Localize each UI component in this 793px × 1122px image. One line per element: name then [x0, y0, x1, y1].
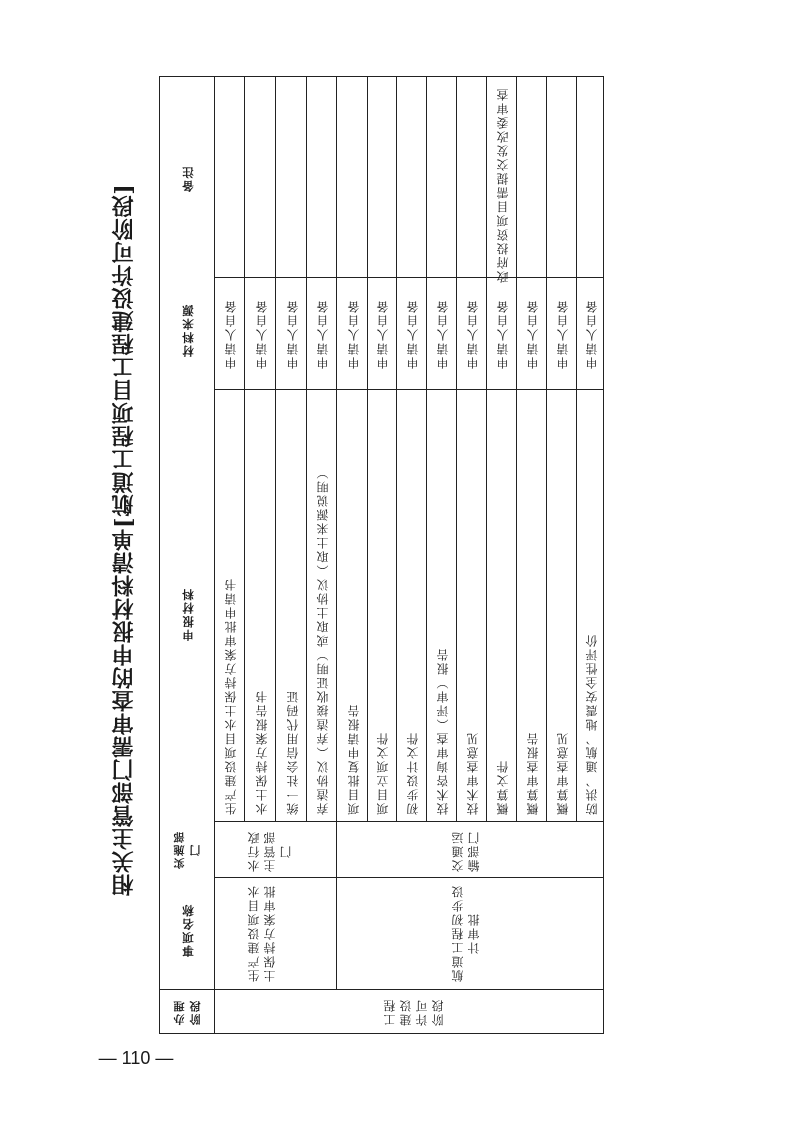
row-source-10: 申请人自备	[496, 299, 510, 369]
row-source-8: 申请人自备	[436, 299, 450, 369]
row-material-5: 项目批复申请报告	[347, 703, 361, 815]
group-dept-1: 水行政主管部门	[247, 830, 293, 872]
page-number: — 110 —	[98, 1048, 174, 1068]
row-material-12: 概算审查意见	[556, 731, 570, 815]
row-source-11: 申请人自备	[526, 299, 540, 369]
row-material-10: 概算文件	[496, 759, 510, 815]
row-source-12: 申请人自备	[556, 299, 570, 369]
row-material-4: 弃渣协议（弃渣接收证明）或取土协议（取土来源说明）	[316, 465, 330, 815]
group-dept-2: 交通运输部门	[451, 830, 481, 872]
row-source-3: 申请人自备	[286, 299, 300, 369]
materials-table	[159, 76, 604, 1034]
row-source-9: 申请人自备	[466, 299, 480, 369]
row-material-8: 技术咨询审查（评审）报告	[436, 647, 450, 815]
header-dept: 实施部门	[173, 830, 202, 870]
row-source-13: 申请人自备	[585, 299, 599, 369]
header-stage: 办理阶段	[173, 999, 202, 1025]
header-material: 申报材料	[181, 587, 195, 641]
row-note-10: 政府投资项目需提交发改委审查	[496, 87, 510, 283]
row-material-9: 技术审查意见	[466, 731, 480, 815]
header-note: 备注	[181, 165, 195, 192]
row-source-1: 申请人自备	[224, 299, 238, 369]
row-material-2: 水土保持方案报告书	[255, 689, 269, 815]
row-material-6: 项目立项文件	[376, 731, 390, 815]
row-source-7: 申请人自备	[406, 299, 420, 369]
group-item-2: 航道工程初步设计审批	[451, 884, 481, 982]
row-material-3: 统一社会信用代码证	[286, 689, 300, 815]
group-item-1: 生产建设项目水土保持方案审批	[247, 884, 277, 982]
row-material-13: 防洪、通航、地震安全性评价	[585, 633, 599, 815]
row-material-7: 初步设计文件	[406, 731, 420, 815]
row-source-2: 申请人自备	[255, 299, 269, 369]
row-source-5: 申请人自备	[347, 299, 361, 369]
row-source-6: 申请人自备	[376, 299, 390, 369]
header-item: 事项名称	[181, 903, 195, 957]
row-source-4: 申请人自备	[316, 299, 330, 369]
stage-name: 工程建设许可阶段	[383, 998, 445, 1026]
row-material-1: 生产建设项目水土保持方案审批申请书	[224, 577, 238, 815]
page-title: 相关主管部门需审查的申报材料清单[航道工程项目工程建设许可阶段]	[111, 183, 137, 897]
header-source: 材料来源	[181, 303, 195, 357]
row-material-11: 概算审查报告	[526, 731, 540, 815]
